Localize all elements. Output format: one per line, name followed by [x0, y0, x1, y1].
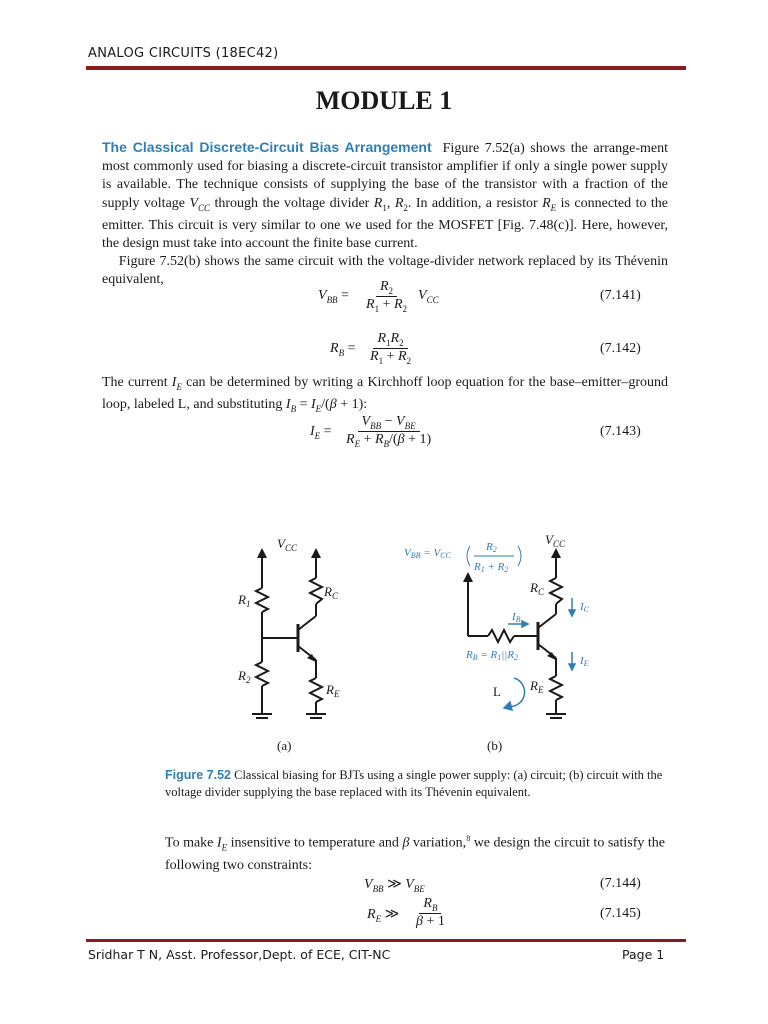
figure-caption-text: Classical biasing for BJTs using a single power supply: (a) circuit; (b) circuit with the voltage divider supplying the base replaced with its Thévenin equivalent.	[165, 768, 663, 799]
svg-text:RE: $R_E$	[530, 678, 544, 695]
figure-label: Figure 7.52	[165, 768, 231, 782]
equation-number: (7.141)	[600, 288, 641, 303]
running-header: ANALOG CIRCUITS (18EC42)	[88, 46, 279, 61]
svg-text:VBB = VCC: VBB = VCC	[404, 547, 451, 560]
svg-text:R2: $R_2$	[238, 668, 251, 685]
section-heading: The Classical Discrete-Circuit Bias Arrangement	[102, 139, 432, 155]
footer-author: Sridhar T N, Asst. Professor,Dept. of ECE, CIT-NC	[88, 947, 391, 962]
svg-text:R1 + R2: R1 + R2	[474, 561, 509, 574]
subfigure-b-label: (b)	[487, 738, 503, 753]
subfigure-a-label: (a)	[277, 738, 292, 753]
equation-number: (7.142)	[600, 341, 641, 356]
figure-7-52-circuits	[0, 520, 768, 760]
page-title: MODULE 1	[315, 86, 453, 115]
svg-text:R1: $R_1$	[238, 592, 251, 609]
equation-number: (7.145)	[600, 906, 641, 921]
svg-text:VCC: $V_{CC}$	[545, 532, 565, 549]
svg-text:VCC: $V_{CC}$	[277, 536, 297, 553]
equation-number: (7.144)	[600, 876, 641, 891]
svg-text:RB = R1||R2: RB = R1||R2	[466, 649, 519, 662]
figure-caption	[165, 767, 665, 801]
header-rule	[86, 66, 686, 70]
intro-paragraph: The Classical Discrete-Circuit Bias Arrangement Figure 7.52(a) shows the arrange-ment most commonly used for biasing a discrete-circuit transistor amplifier if only a single power supply is available. The technique consists of supplying the base of the transistor with a fraction of the supply voltage $V_{CC}$ through the voltage divider $R_1$, $R_2$. In addition, a resistor $R_E$ is connected to the emitter. This circuit is very similar to one we used for the MOSFET [Fig. 7.48(c)]. Here, however, the design must take into account the finite base current. Figure 7.52(b) shows the same circuit with the voltage-divider network replaced by its Thévenin equivalent,	[102, 139, 669, 288]
svg-text:IB: IB	[512, 611, 521, 624]
svg-text:IC: IC	[580, 601, 590, 614]
footer-rule	[86, 939, 686, 942]
svg-text:IE: IE	[580, 655, 589, 668]
equation-number: (7.143)	[600, 424, 641, 439]
svg-text:L: L	[493, 684, 501, 699]
kirchhoff-paragraph: The current $I_E$ can be determined by writing a Kirchhoff loop equation for the base–emitter–ground loop, labeled L, and substituting $I_B = I_E/(\beta + 1)$:	[102, 375, 668, 414]
svg-text:RC: $R_C$	[324, 584, 338, 601]
svg-text:RE: $R_E$	[326, 682, 340, 699]
page-number: Page 1	[622, 947, 665, 962]
svg-text:R2: R2	[486, 541, 497, 554]
constraints-paragraph: To make $I_E$ insensitive to temperature and β variation,$^8$ we design the circuit to satisfy the following two constraints:	[165, 834, 665, 873]
svg-text:RC: $R_C$	[530, 580, 544, 597]
